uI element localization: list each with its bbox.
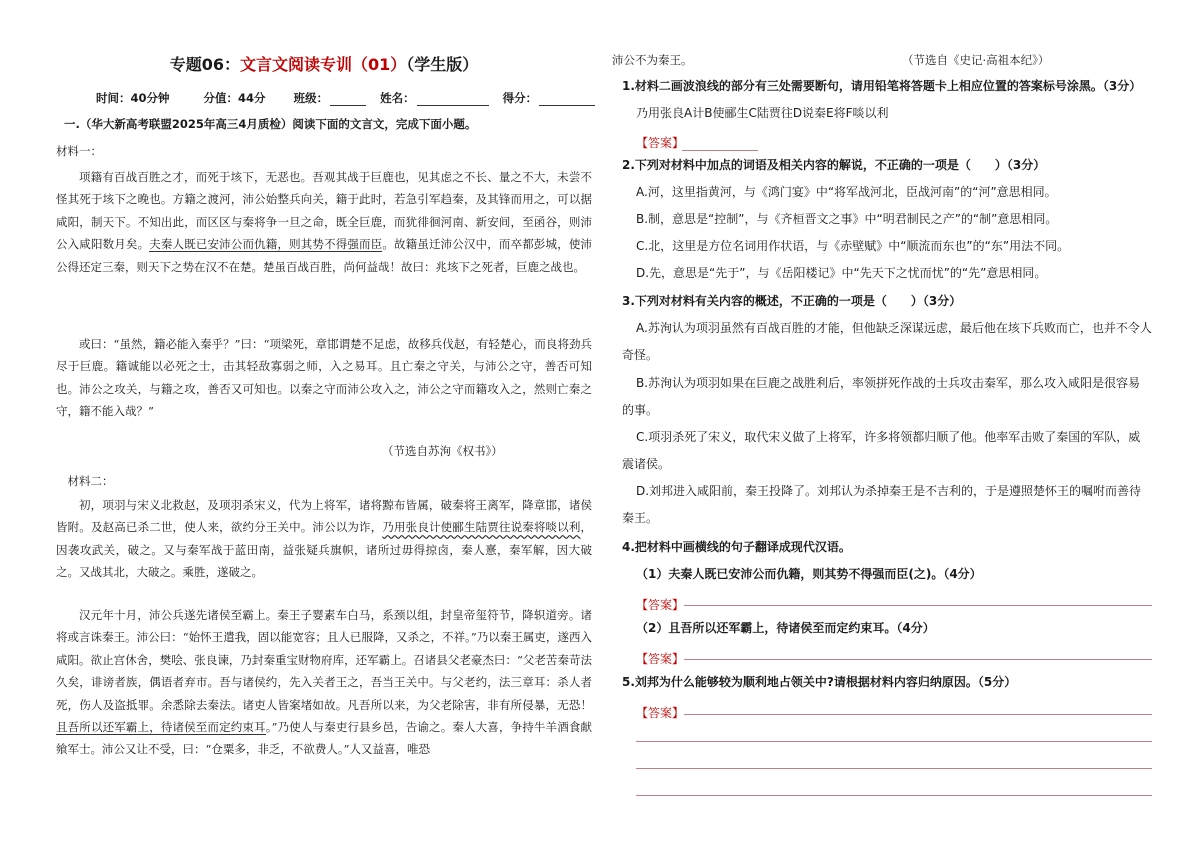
answer-line-4-1[interactable] — [684, 605, 1152, 606]
material1-label: 材料一： — [56, 144, 102, 158]
m2-underlined-sentence: 且吾所以还军霸上，待诸侯至而定约束耳 — [56, 720, 266, 735]
question-2-option-a: A.河，这里指黄河，与《鸿门宴》中“将军战河北，臣战河南”的“河”意思相同。 — [636, 185, 1057, 199]
m2-wavy-sentence: 乃用张良计使郦生陆贾往说秦将啖以利 — [382, 520, 581, 535]
m1-underlined-sentence: 夫秦人既已安沛公而仇籍，则其势不得强而臣 — [149, 237, 383, 252]
question-3-option-b: B.苏洵认为项羽如果在巨鹿之战胜利后，率领拼死作战的士兵攻击秦军，那么攻入咸阳是很容易的事。 — [622, 376, 1141, 417]
question-4-part-2: （2）且吾所以还军霸上，待诸侯至而定约束耳。（4分） — [636, 621, 935, 635]
m1-p1-text-a: 项籍有百战百胜之才，而死于垓下，无恶也。吾观其战于巨鹿也，见其虑之不长、量之不大，未尝不怪其死于垓下之晚也。方籍之渡河，沛公始整兵向关，籍于此时，若急引军趋秦，及其锋而用之，可以据咸阳，制天下。不知出此，而区区与秦将争一旦之命，既全巨鹿，而犹徘徊河南、新安间，至函谷，则沛公入咸阳数月矣。 — [56, 170, 592, 252]
question-2-option-d: D.先，意思是“先于”，与《岳阳楼记》中“先天下之忧而忧”的“先”意思相同。 — [636, 266, 1047, 280]
page-title — [56, 52, 592, 75]
question-2: 2.下列对材料中加点的词语及相关内容的解说，不正确的一项是（ ）（3分） — [622, 158, 1046, 172]
material1-source: （节选自苏洵《权书》） — [382, 444, 503, 458]
answer-line-5-4[interactable] — [636, 795, 1152, 796]
name-label: 姓名： — [380, 91, 415, 105]
class-label: 班级： — [293, 91, 329, 105]
question-3-option-a: A.苏洵认为项羽虽然有百战百胜的才能，但他缺乏深谋远虑，最后他在垓下兵败而亡，也并不令人奇怪。 — [622, 321, 1152, 362]
question-5: 5.刘邦为什么能够较为顺利地占领关中?请根据材料内容归纳原因。（5分） — [622, 675, 1017, 689]
title-suffix: （学生版） — [406, 55, 479, 74]
answer-label-4-1: 【答案】 — [636, 598, 685, 612]
m2-p2-text-a: 汉元年十月，沛公兵遂先诸侯至霸上。秦王子婴素车白马，系颈以组，封皇帝玺符节，降轵道旁。诸将或言诛秦王。沛公曰：“始怀王遣我，固以能宽容；且人已服降，又杀之，不祥。”乃以秦王属吏，遂西入咸阳。欲止宫休舍，樊哙、张良谏，乃封秦重宝财物府库，还军霸上。召诸县父老豪杰曰：“父老苦秦苛法久矣，诽谤者族，偶语者弃市。吾与诸侯约，先入关者王之，吾当王关中。与父老约，法三章耳：杀人者死，伤人及盗抵罪。余悉除去秦法。诸吏人皆案堵如故。凡吾所以来，为父老除害，非有所侵暴，无恐！ — [56, 608, 592, 712]
question-2-option-b: B.制，意思是“控制”，与《齐桓晋文之事》中“明君制民之产”的“制”意思相同。 — [636, 212, 1058, 226]
question-4-part-1: （1）夫秦人既已安沛公而仇籍，则其势不得强而臣(之)。（4分） — [636, 567, 982, 581]
points-label: 得分： — [502, 91, 538, 105]
answer-line-5-3[interactable] — [636, 768, 1152, 769]
answer-line-5-1[interactable] — [684, 714, 1152, 715]
time-label: 时间：40分钟 — [96, 91, 170, 105]
question-1-options: 乃用张良A计B使郦生C陆贾往D说秦E将F啖以利 — [636, 106, 889, 120]
question-3: 3.下列对材料有关内容的概述，不正确的一项是（ ）（3分） — [622, 294, 962, 308]
material2-continued: 沛公不为秦王。 — [612, 53, 693, 67]
question-3-option-d: D.刘邦进入咸阳前，秦王投降了。刘邦认为杀掉秦王是不吉利的，于是遵照楚怀王的嘱咐而善待秦王。 — [622, 484, 1142, 525]
name-blank[interactable] — [417, 93, 489, 106]
score-label: 分值：44分 — [203, 91, 266, 105]
title-prefix: 专题06： — [169, 55, 240, 74]
answer-line-1[interactable] — [682, 150, 758, 151]
class-blank[interactable] — [330, 93, 366, 106]
material2-paragraph-1 — [56, 494, 592, 584]
answer-line-5-2[interactable] — [636, 741, 1152, 742]
answer-label-4-2: 【答案】 — [636, 652, 685, 666]
m2-p1-text-a: 初，项羽与宋义北救赵，及项羽杀宋义，代为上将军，诸将黥布皆属，破秦将王离军，降章邯，诸侯皆附。及赵高已杀二世，使人来，欲约分王关中。沛公以为诈， — [56, 498, 592, 535]
m1-p1-text-b: 。故籍虽迁沛公汉中，而卒都彭城，使沛公得还定三秦，则天下之势在汉不在楚。楚虽百战百胜，尚何益哉！故曰：兆垓下之死者，巨鹿之战也。 — [56, 237, 593, 274]
answer-label-5: 【答案】 — [636, 706, 685, 720]
material2-label: 材料二： — [67, 474, 114, 488]
material1-paragraph-2: 或曰：“虽然，籍必能入秦乎？”曰：“项梁死，章邯谓楚不足虑，故移兵伐赵，有轻楚心，而良将劲兵尽于巨鹿。籍诚能以必死之士，击其轻敌寡弱之师，入之易耳。且亡秦之守关，与沛公之守，善否可知也。沛公之攻关，与籍之攻，善否又可知也。以秦之守而沛公攻入之，沛公之守而籍攻入之，然则亡秦之守，籍不能入哉？” — [56, 337, 592, 419]
m2-p2-text-b: 。”乃使人与秦吏行县乡邑，告谕之。秦人大喜，争持牛羊酒食献飨军士。沛公又让不受，曰：“仓粟多，非乏，不欲费人。”人又益喜，唯恐 — [56, 720, 592, 757]
exam-meta — [96, 90, 605, 106]
section-heading: 一.（华大新高考联盟2025年高三4月质检）阅读下面的文言文，完成下面小题。 — [64, 117, 477, 131]
material1-paragraph-1 — [56, 166, 592, 278]
question-4: 4.把材料中画横线的句子翻译成现代汉语。 — [622, 540, 851, 554]
points-blank[interactable] — [539, 93, 595, 106]
question-1: 1.材料二画波浪线的部分有三处需要断句，请用铅笔将答题卡上相应位置的答案标号涂黑。（3分） — [622, 79, 1142, 93]
material2-source: （节选自《史记·高祖本纪》） — [902, 53, 1050, 67]
title-highlight: 文言文阅读专训（01） — [239, 55, 407, 74]
answer-line-4-2[interactable] — [684, 659, 1152, 660]
question-2-option-c: C.北，这里是方位名词用作状语，与《赤壁赋》中“顺流而东也”的“东”用法不同。 — [636, 239, 1070, 253]
answer-label-1: 【答案】 — [636, 136, 685, 150]
m2-p1-text-b: ，因袭攻武关，破之。又与秦军战于蓝田南，益张疑兵旗帜，诸所过毋得掠卤，秦人憙，秦军解，因大破之。又战其北，大破之。乘胜，遂破之。 — [56, 520, 593, 580]
question-3-option-c: C.项羽杀死了宋义，取代宋义做了上将军，许多将领都归顺了他。他率军击败了秦国的军队，威震诸侯。 — [622, 430, 1141, 471]
material2-paragraph-2 — [56, 604, 592, 761]
